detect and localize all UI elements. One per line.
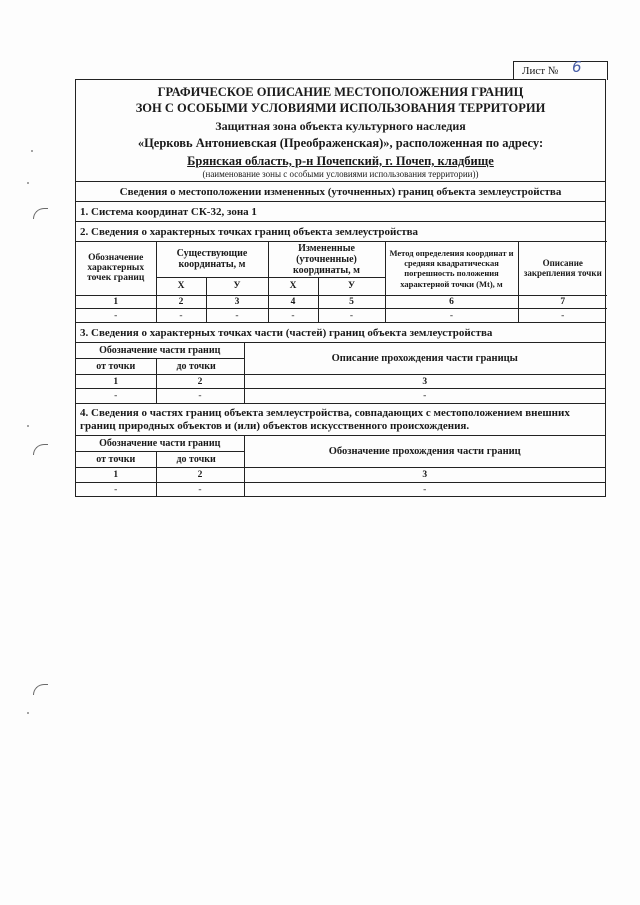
subtitle-line-2: «Церковь Антониевская (Преображенская)», расположенная по адресу: (137, 136, 544, 151)
col-part: Обозначение части границ (76, 343, 244, 359)
section-3-title: 3. Сведения о характерных точках части (частей) границ объекта землеустройства (76, 322, 605, 342)
table-cell: - (318, 308, 385, 322)
col-existing-coordinates: Существующие координаты, м (156, 241, 268, 277)
table-cell: - (156, 482, 244, 496)
col-number: 1 (76, 467, 156, 482)
col-number: 2 (156, 295, 206, 308)
col-from: от точки (76, 359, 156, 375)
scan-hole-mark (33, 444, 48, 455)
section-4-title: 4. Сведения о частях границ объекта землеустройства, совпадающих с местоположением внешних границ природных объектов и (или) объектов искусственного происхождения. (76, 403, 605, 435)
col-number: 7 (518, 295, 607, 308)
table-cell: - (244, 389, 605, 403)
col-number: 3 (206, 295, 268, 308)
col-to: до точки (156, 359, 244, 375)
form-header (76, 80, 605, 181)
col-number: 2 (156, 467, 244, 482)
section-2-table (76, 241, 607, 323)
scan-hole-mark (33, 684, 48, 695)
sheet-number-box (513, 58, 608, 80)
col-number: 6 (385, 295, 518, 308)
col-changed-y: У (318, 277, 385, 295)
col-description: Описание прохождения части границы (244, 343, 605, 375)
table-cell: - (76, 389, 156, 403)
col-from: от точки (76, 451, 156, 467)
section-4-table (76, 435, 605, 497)
sheet-number: 6 (572, 58, 582, 76)
scan-dot (27, 712, 29, 714)
col-existing-x: X (156, 277, 206, 295)
col-changed-coordinates: Измененные (уточненные) координаты, м (268, 241, 385, 277)
col-fixing: Описание закрепления точки (518, 241, 607, 295)
section-title: Сведения о местоположении измененных (уточненных) границ объекта землеустройства (76, 181, 605, 201)
scan-dot (27, 425, 29, 427)
title-line-1: ГРАФИЧЕСКОЕ ОПИСАНИЕ МЕСТОПОЛОЖЕНИЯ ГРАНИЦ (157, 85, 524, 99)
col-to: до точки (156, 451, 244, 467)
col-number: 3 (244, 467, 605, 482)
col-existing-y: У (206, 277, 268, 295)
table-cell: - (156, 308, 206, 322)
section-3-table (76, 342, 605, 403)
col-number: 1 (76, 295, 156, 308)
table-cell: - (518, 308, 607, 322)
col-designation: Обозначение характерных точек границ (76, 241, 156, 295)
table-cell: - (268, 308, 318, 322)
scan-dot (31, 150, 33, 152)
form (75, 79, 606, 497)
col-method: Метод определения координат и средняя квадратическая погрешность положения характерной точки (Mt), м (385, 241, 518, 295)
table-cell: - (385, 308, 518, 322)
zone-caption: (наименование зоны с особыми условиями использования территории)) (202, 168, 479, 179)
table-cell: - (76, 482, 156, 496)
table-cell: - (244, 482, 605, 496)
col-changed-x: X (268, 277, 318, 295)
address-line: Брянская область, р-н Почепский, г. Почеп, кладбище (187, 153, 494, 168)
table-cell: - (206, 308, 268, 322)
col-number: 4 (268, 295, 318, 308)
section-2-title: 2. Сведения о характерных точках границ объекта землеустройства (76, 221, 605, 241)
col-number: 2 (156, 375, 244, 389)
col-number: 1 (76, 375, 156, 389)
col-number: 5 (318, 295, 385, 308)
table-cell: - (156, 389, 244, 403)
col-description: Обозначение прохождения части границ (244, 435, 605, 467)
subtitle-line-1: Защитная зона объекта культурного наследия (215, 119, 466, 134)
section-1-coordinate-system: 1. Система координат СК-32, зона 1 (76, 201, 605, 221)
sheet-label: Лист № (522, 65, 559, 77)
scan-hole-mark (33, 208, 48, 219)
table-cell: - (76, 308, 156, 322)
col-number: 3 (244, 375, 605, 389)
col-part: Обозначение части границ (76, 435, 244, 451)
title-line-2: ЗОН С ОСОБЫМИ УСЛОВИЯМИ ИСПОЛЬЗОВАНИЯ ТЕРРИТОРИИ (135, 100, 546, 115)
scan-dot (27, 182, 29, 184)
